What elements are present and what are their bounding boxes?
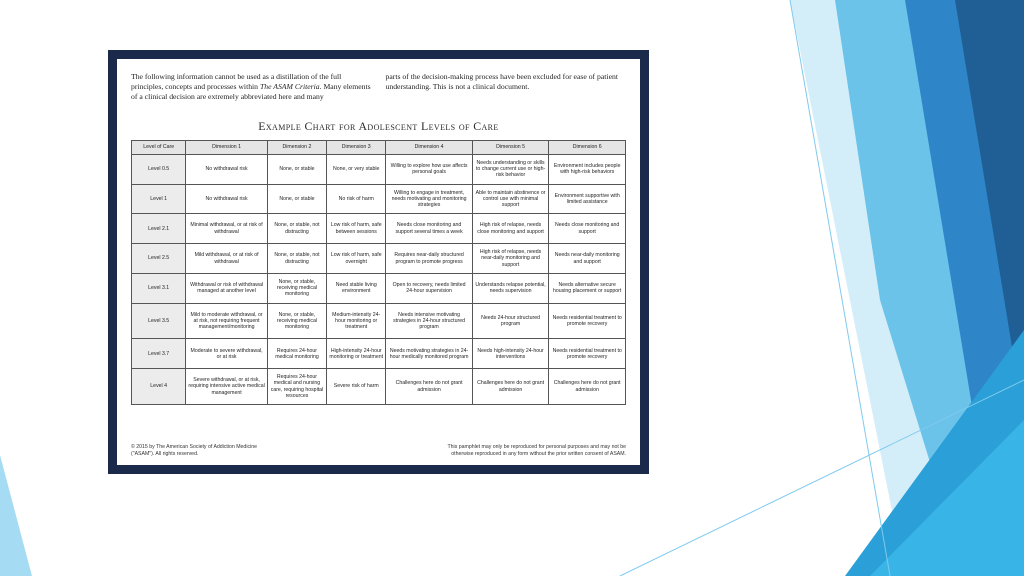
- intro-right-paragraph: parts of the decision-making process have been excluded for ease of patient understanding. This is not a clinical document.: [385, 72, 618, 91]
- table-cell: Needs residential treatment to promote recovery: [549, 339, 626, 369]
- table-cell: Requires 24-hour medical monitoring: [267, 339, 326, 369]
- table-cell: Minimal withdrawal, or at risk of withdrawal: [186, 214, 268, 244]
- level-cell: Level 3.7: [132, 339, 186, 369]
- table-cell: Withdrawal or risk of withdrawal managed at another level: [186, 273, 268, 303]
- table-cell: Able to maintain abstinence or control use with minimal support: [472, 184, 549, 214]
- table-cell: No withdrawal risk: [186, 154, 268, 184]
- table-header-cell: Dimension 5: [472, 141, 549, 155]
- table-cell: Low risk of harm, safe overnight: [327, 244, 386, 274]
- table-cell: Environment supportive with limited assistance: [549, 184, 626, 214]
- table-row: [132, 244, 626, 274]
- copyright-notice: © 2015 by The American Society of Addiction Medicine ("ASAM"). All rights reserved.: [131, 444, 257, 458]
- table-cell: None, or stable, receiving medical monitoring: [267, 303, 326, 339]
- table-cell: Willing to engage in treatment, needs motivating and monitoring strategies: [386, 184, 472, 214]
- table-header-cell: Dimension 6: [549, 141, 626, 155]
- table-row: [132, 303, 626, 339]
- table-cell: None, or stable: [267, 184, 326, 214]
- table-cell: High-intensity 24-hour monitoring or treatment: [327, 339, 386, 369]
- table-cell: Requires near-daily structured program to promote progress: [386, 244, 472, 274]
- table-cell: Medium-intensity 24-hour monitoring or treatment: [327, 303, 386, 339]
- table-cell: No risk of harm: [327, 184, 386, 214]
- table-cell: Environment includes people with high-risk behaviors: [549, 154, 626, 184]
- table-cell: Needs near-daily monitoring and support: [549, 244, 626, 274]
- level-cell: Level 4: [132, 369, 186, 405]
- table-cell: Mild to moderate withdrawal, or at risk, not requiring frequent management/monitoring: [186, 303, 268, 339]
- table-cell: Severe withdrawal, or at risk, requiring intensive active medical management: [186, 369, 268, 405]
- level-cell: Level 0.5: [132, 154, 186, 184]
- table-cell: Needs motivating strategies in 24-hour medically monitored program: [386, 339, 472, 369]
- level-cell: Level 2.1: [132, 214, 186, 244]
- table-cell: None, or stable, not distracting: [267, 214, 326, 244]
- table-cell: Needs residential treatment to promote recovery: [549, 303, 626, 339]
- table-cell: Needs 24-hour structured program: [472, 303, 549, 339]
- intro-left-paragraph: The following information cannot be used as a distillation of the full principles, concepts and processes within The ASAM Criteria. Many elements of a clinical decision are extremely abbreviated here and many: [131, 72, 371, 101]
- table-cell: Needs understanding or skills to change current use or high-risk behavior: [472, 154, 549, 184]
- table-header-cell: Dimension 4: [386, 141, 472, 155]
- levels-of-care-table: [131, 140, 626, 405]
- document-image-frame: [108, 50, 649, 474]
- chart-title: Example Chart for Adolescent Levels of Care: [258, 119, 499, 133]
- table-cell: Moderate to severe withdrawal, or at risk: [186, 339, 268, 369]
- table-cell: None, or stable: [267, 154, 326, 184]
- table-row: [132, 339, 626, 369]
- asam-criteria-emphasis: The ASAM Criteria: [259, 82, 320, 91]
- table-cell: Low risk of harm, safe between sessions: [327, 214, 386, 244]
- table-cell: No withdrawal risk: [186, 184, 268, 214]
- table-header-cell: Dimension 2: [267, 141, 326, 155]
- table-cell: Challenges here do not grant admission: [549, 369, 626, 405]
- table-cell: Mild withdrawal, or at risk of withdrawal: [186, 244, 268, 274]
- table-cell: Needs close monitoring and support: [549, 214, 626, 244]
- reproduction-notice: This pamphlet may only be reproduced for personal purposes and may not be otherwise reproduced in any form without the prior written consent of ASAM.: [447, 444, 626, 458]
- table-cell: Willing to explore how use affects personal goals: [386, 154, 472, 184]
- level-cell: Level 2.5: [132, 244, 186, 274]
- table-row: [132, 369, 626, 405]
- table-row: [132, 184, 626, 214]
- table-cell: Severe risk of harm: [327, 369, 386, 405]
- table-cell: Needs high-intensity 24-hour interventions: [472, 339, 549, 369]
- table-header-cell: Level of Care: [132, 141, 186, 155]
- table-cell: Need stable living environment: [327, 273, 386, 303]
- table-row: [132, 154, 626, 184]
- table-row: [132, 273, 626, 303]
- asam-chart-document: [117, 59, 640, 465]
- table-cell: Requires 24-hour medical and nursing care, requiring hospital resources: [267, 369, 326, 405]
- table-header-cell: Dimension 1: [186, 141, 268, 155]
- table-cell: None, or stable, receiving medical monitoring: [267, 273, 326, 303]
- bottom-left-accent: [0, 455, 32, 576]
- level-cell: Level 3.5: [132, 303, 186, 339]
- table-cell: Needs intensive motivating strategies in 24-hour structured program: [386, 303, 472, 339]
- table-cell: None, or very stable: [327, 154, 386, 184]
- table-cell: Challenges here do not grant admission: [472, 369, 549, 405]
- table-cell: Needs close monitoring and support several times a week: [386, 214, 472, 244]
- table-cell: None, or stable, not distracting: [267, 244, 326, 274]
- table-cell: Open to recovery, needs limited 24-hour supervision: [386, 273, 472, 303]
- table-cell: High risk of relapse, needs near-daily monitoring and support: [472, 244, 549, 274]
- intro-text: [131, 72, 626, 102]
- table-header-cell: Dimension 3: [327, 141, 386, 155]
- table-row: [132, 214, 626, 244]
- table-cell: Understands relapse potential, needs supervision: [472, 273, 549, 303]
- table-cell: Challenges here do not grant admission: [386, 369, 472, 405]
- table-cell: Needs alternative secure housing placement or support: [549, 273, 626, 303]
- level-cell: Level 3.1: [132, 273, 186, 303]
- level-cell: Level 1: [132, 184, 186, 214]
- document-footer: [131, 444, 626, 458]
- table-cell: High risk of relapse, needs close monitoring and support: [472, 214, 549, 244]
- table-header-row: [132, 141, 626, 155]
